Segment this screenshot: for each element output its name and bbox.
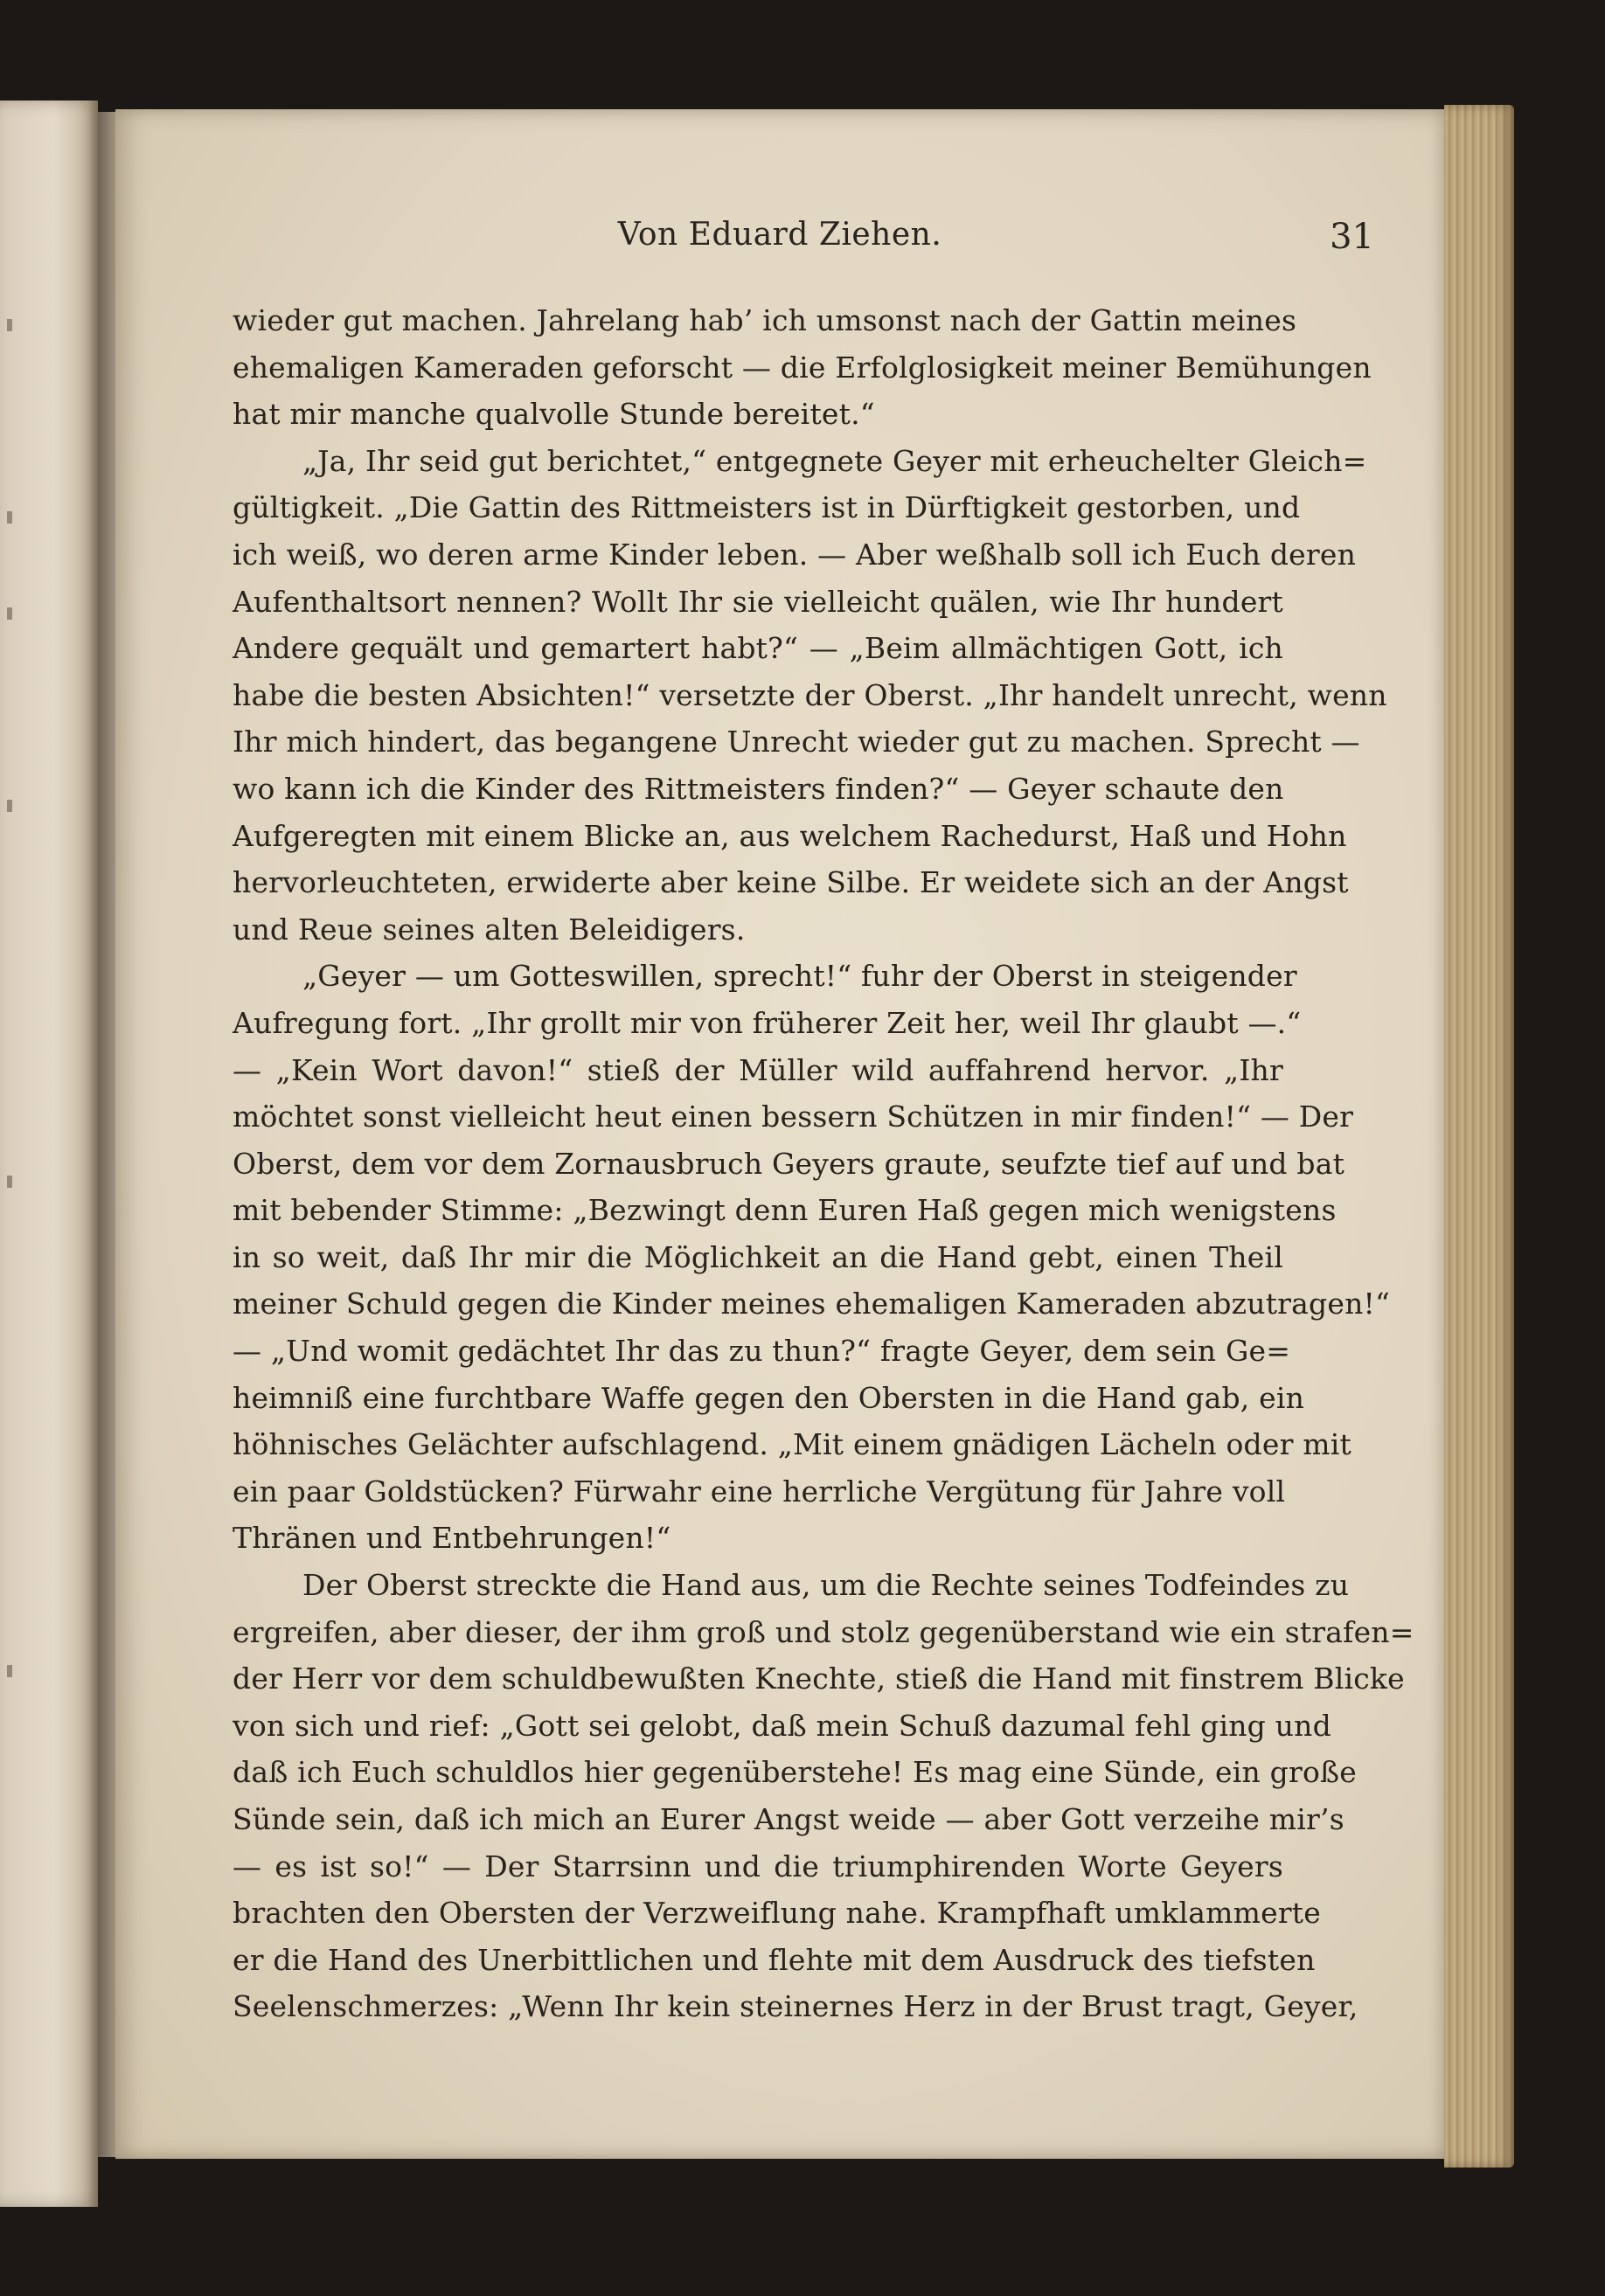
running-title: Von Eduard Ziehen. <box>617 217 942 253</box>
text-line: Ihr mich hindert, das begangene Unrecht wieder gut zu machen. Sprecht — <box>233 725 1360 760</box>
text-line: und Reue seines alten Beleidigers. <box>233 912 746 947</box>
facing-page-edge <box>0 101 98 2207</box>
text-line: habe die besten Absichten!“ versetzte der Oberst. „Ihr handelt unrecht, wenn <box>233 677 1387 712</box>
edge-text-fragment <box>7 800 12 812</box>
text-line: Aufregung fort. „Ihr grollt mir von früherer Zeit her, weil Ihr glaubt —.“ <box>233 1005 1302 1040</box>
text-line: von sich und rief: „Gott sei gelobt, daß mein Schuß dazumal fehl ging und <box>233 1708 1331 1743</box>
edge-text-fragment <box>7 319 12 331</box>
text-line: der Herr vor dem schuldbewußten Knechte, stieß die Hand mit finstrem Blicke <box>233 1661 1405 1696</box>
text-line: Aufgeregten mit einem Blicke an, aus welchem Rachedurst, Haß und Hohn <box>233 818 1347 853</box>
text-line: Seelenschmerzes: „Wenn Ihr kein steinernes Herz in der Brust tragt, Geyer, <box>233 1989 1358 2024</box>
text-line: ein paar Goldstücken? Fürwahr eine herrliche Vergütung für Jahre voll <box>233 1474 1286 1509</box>
text-line: daß ich Euch schuldlos hier gegenüberstehe! Es mag eine Sünde, ein große <box>233 1755 1357 1790</box>
page-block-edge <box>1444 105 1514 2168</box>
text-line: hervorleuchteten, erwiderte aber keine Silbe. Er weidete sich an der Angst <box>233 865 1349 900</box>
page-number: 31 <box>1330 217 1374 257</box>
text-line: Andere gequält und gemartert habt?“ — „Beim allmächtigen Gott, ich <box>233 631 1283 666</box>
text-line: in so weit, daß Ihr mir die Möglichkeit an die Hand gebt, einen Theil <box>233 1239 1283 1274</box>
text-line: — „Und womit gedächtet Ihr das zu thun?“ fragte Geyer, dem sein Ge= <box>233 1334 1291 1369</box>
text-line: ehemaligen Kameraden geforscht — die Erfolglosigkeit meiner Bemühungen <box>233 350 1372 385</box>
text-line: wieder gut machen. Jahrelang hab’ ich umsonst nach der Gattin meines <box>233 303 1297 337</box>
text-line: meiner Schuld gegen die Kinder meines ehemaligen Kameraden abzutragen!“ <box>233 1287 1391 1321</box>
text-line: ergreifen, aber dieser, der ihm groß und stolz gegenüberstand wie ein strafen= <box>233 1614 1414 1649</box>
text-line: Sünde sein, daß ich mich an Eurer Angst weide — aber Gott verzeihe mir’s <box>233 1802 1344 1836</box>
text-line: „Geyer — um Gotteswillen, sprecht!“ fuhr der Oberst in steigender <box>302 959 1297 994</box>
text-line: brachten den Obersten der Verzweiflung nahe. Krampfhaft umklammerte <box>233 1896 1321 1931</box>
text-line: gültigkeit. „Die Gattin des Rittmeisters ist in Dürftigkeit gestorben, und <box>233 490 1301 525</box>
edge-text-fragment <box>7 1176 12 1188</box>
text-line: Aufenthaltsort nennen? Wollt Ihr sie vielleicht quälen, wie Ihr hundert <box>233 584 1283 619</box>
text-line: ich weiß, wo deren arme Kinder leben. — Aber weßhalb soll ich Euch deren <box>233 537 1357 572</box>
edge-text-fragment <box>7 607 12 620</box>
text-line: Oberst, dem vor dem Zornausbruch Geyers graute, seufzte tief auf und bat <box>233 1146 1345 1181</box>
text-line: wo kann ich die Kinder des Rittmeisters finden?“ — Geyer schaute den <box>233 771 1284 806</box>
text-line: möchtet sonst vielleicht heut einen bessern Schützen in mir finden!“ — Der <box>233 1099 1354 1134</box>
text-line: Der Oberst streckte die Hand aus, um die Rechte seines Todfeindes zu <box>302 1568 1350 1603</box>
running-header <box>115 217 1444 269</box>
edge-text-fragment <box>7 1665 12 1677</box>
text-line: Thränen und Entbehrungen!“ <box>233 1521 671 1556</box>
text-line: mit bebender Stimme: „Bezwingt denn Euren Haß gegen mich wenigstens <box>233 1193 1337 1228</box>
text-line: „Ja, Ihr seid gut berichtet,“ entgegnete Geyer mit erheuchelter Gleich= <box>302 443 1367 478</box>
body-text <box>233 297 1414 2030</box>
text-line: — es ist so!“ — Der Starrsinn und die triumphirenden Worte Geyers <box>233 1849 1283 1883</box>
text-line: er die Hand des Unerbittlichen und flehte mit dem Ausdruck des tiefsten <box>233 1942 1316 1977</box>
edge-text-fragment <box>7 511 12 524</box>
text-line: höhnisches Gelächter aufschlagend. „Mit einem gnädigen Lächeln oder mit <box>233 1427 1351 1462</box>
text-line: hat mir manche qualvolle Stunde bereitet.“ <box>233 397 875 432</box>
text-line: heimniß eine furchtbare Waffe gegen den Obersten in die Hand gab, ein <box>233 1380 1305 1415</box>
text-line: — „Kein Wort davon!“ stieß der Müller wild auffahrend hervor. „Ihr <box>233 1052 1283 1087</box>
